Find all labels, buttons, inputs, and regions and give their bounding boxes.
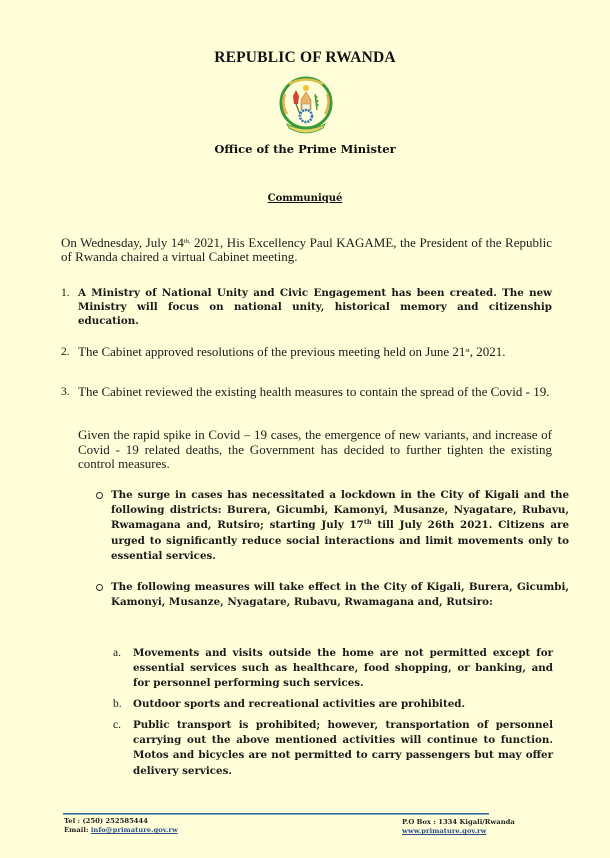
list-number: 3. — [61, 386, 70, 398]
measure-label: c. — [113, 719, 121, 731]
measure-text: Public transport is prohibited; however, transportation of personnel carrying out the above mentioned activities will continue to function. Motos and bicycles are not permitted to carry passengers but may offer delivery services. — [133, 719, 553, 777]
email-label: Email: — [64, 826, 91, 835]
bullet-text-end: till July 26th 2021. Citizens are urged to significantly reduce social interactions and limit movements only to essential services. — [111, 519, 569, 562]
bullet-text: The following measures will take effect in the City of Kigali, Burera, Gicumbi, Kamonyi, Musanze, Nyagatare, Rubavu, Rwamagana and, Rutsiro: — [111, 581, 569, 609]
measure-text: Outdoor sports and recreational activities are prohibited. — [133, 698, 466, 710]
coat-of-arms-icon — [271, 72, 341, 138]
bullet-text — [111, 488, 569, 564]
list-item-text-start: The Cabinet approved resolutions of the previous meeting held on June 21 — [78, 344, 466, 359]
tel-label: Tel : — [64, 817, 83, 825]
list-number: 2. — [61, 346, 70, 358]
office-title: Office of the Prime Minister — [214, 142, 396, 156]
footer-tel — [64, 817, 178, 826]
measure-label: b. — [113, 698, 122, 710]
footer-divider-shadow — [63, 814, 489, 815]
list-item-text: A Ministry of National Unity and Civic Engagement has been created. The new Ministry will focus on national unity, historical memory and citizenship education. — [78, 287, 552, 328]
po-box: P.O Box : 1334 Kigali/Rwanda — [402, 818, 515, 826]
intro-superscript: th. — [183, 238, 191, 245]
measure-label: a. — [113, 647, 121, 659]
bullet-superscript: th — [363, 518, 372, 527]
list-number: 1. — [61, 287, 70, 299]
intro-paragraph — [61, 236, 552, 264]
list-item-superscript: st — [465, 347, 470, 354]
website-link[interactable]: www.primature.gov.rw — [402, 827, 487, 836]
email-link[interactable]: info@primature.gov.rw — [90, 826, 178, 835]
intro-text-start: On Wednesday, July 14 — [61, 235, 184, 250]
measure-text: Movements and visits outside the home are not permitted except for essential services such as healthcare, food shopping, or banking, and for personnel performing such services. — [133, 647, 553, 690]
document-heading: Communiqué — [267, 193, 343, 204]
footer-contact — [64, 817, 178, 836]
tel-value: (250) 252585444 — [82, 817, 148, 825]
list-item-text-end: , 2021. — [469, 344, 506, 359]
bullet-text-start: The surge in cases has necessitated a lockdown in the City of Kigali and the following districts: Burera, Gicumbi, Kamonyi, Musanze, Nyagatare, Rubavu, Rwamagana and, Rutsiro; starting July 17 — [111, 489, 569, 532]
footer-email — [64, 826, 178, 835]
list-item-text: The Cabinet reviewed the existing health measures to contain the spread of the Covid - 19. — [78, 384, 550, 399]
list-item-text — [78, 345, 552, 359]
country-title: REPUBLIC OF RWANDA — [214, 49, 396, 66]
hollow-bullet-icon — [96, 492, 103, 499]
followup-paragraph: Given the rapid spike in Covid – 19 cases, the emergence of new variants, and increase of Covid - 19 related deaths, the Government has decided to further tighten the existing control measures. — [78, 427, 552, 471]
footer-address — [402, 818, 515, 837]
hollow-bullet-icon — [96, 584, 103, 591]
intro-text-end: 2021, His Excellency Paul KAGAME, the President of the Republic of Rwanda chaired a virtual Cabinet meeting. — [61, 235, 552, 265]
